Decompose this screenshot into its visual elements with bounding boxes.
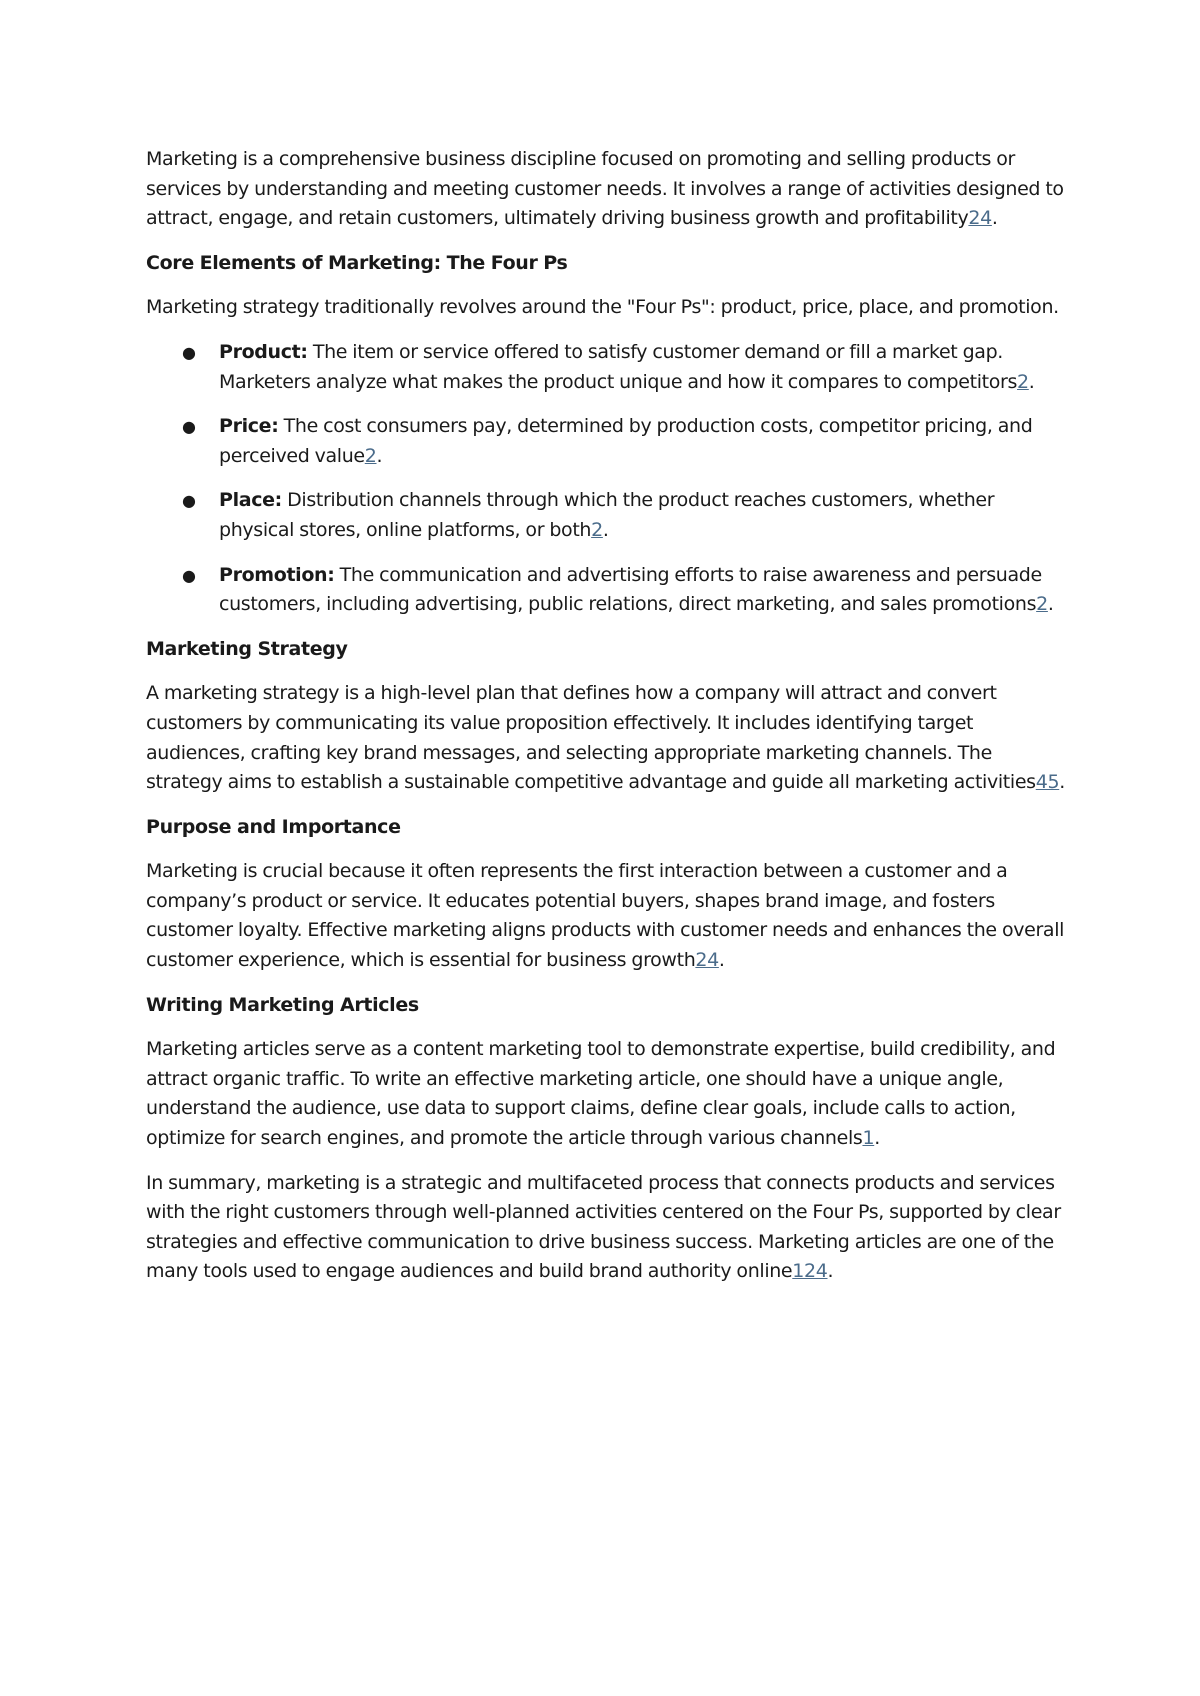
section-heading-writing-articles: Writing Marketing Articles: [146, 993, 419, 1016]
list-item-text: The communication and advertising efforts to raise awareness and persuade customers, including advertising, public relations, direct marketing, and sales promotions: [219, 563, 1042, 616]
list-item-term: Place:: [219, 489, 282, 512]
four-ps-list: [146, 338, 1066, 620]
list-item-promotion: ● Promotion: The communication and advertising efforts to raise awareness and persuade customers, including advertising, public relations, direct marketing, and sales promotions2.: [219, 561, 1066, 620]
section-heading-four-ps: Core Elements of Marketing: The Four Ps: [146, 251, 568, 274]
purpose-paragraph: Marketing is crucial because it often represents the first interaction between a customer and a company’s product or service. It educates potential buyers, shapes brand image, and fosters customer loyalty. Effective marketing aligns products with customer needs and enhances the overall customer experience, which is essential for business growth24.: [146, 860, 1065, 972]
summary-paragraph: In summary, marketing is a strategic and multifaceted process that connects products and services with the right customers through well-planned activities centered on the Four Ps, supported by clear strategies and effective communication to drive business success. Marketing articles are one of the many tools used to engage audiences and build brand authority online124.: [146, 1171, 1061, 1283]
summary-text: In summary, marketing is a strategic and multifaceted process that connects products and services with the right customers through well-planned activities centered on the Four Ps, supported by clear strategies and effective communication to drive business success. Marketing articles are one of the many tools used to engage audiences and build brand authority online: [146, 1171, 1061, 1283]
citation-link[interactable]: 2: [591, 518, 603, 541]
list-item-text: The item or service offered to satisfy customer demand or fill a market gap. Marketers analyze what makes the product unique and how it compares to competitors: [219, 340, 1018, 393]
list-item-term: Price:: [219, 415, 279, 438]
list-item-text: Distribution channels through which the product reaches customers, whether physical stores, online platforms, or both: [219, 489, 995, 541]
citation-link[interactable]: 24: [695, 949, 719, 972]
citation-link[interactable]: 2: [1017, 370, 1029, 393]
intro-paragraph: Marketing is a comprehensive business discipline focused on promoting and selling products or services by understanding and meeting customer needs. It involves a range of activities designed to attract, engage, and retain customers, ultimately driving business growth and profitability24.: [146, 148, 1064, 230]
purpose-text: Marketing is crucial because it often represents the first interaction between a customer and a company’s product or service. It educates potential buyers, shapes brand image, and fosters customer loyalty. Effective marketing aligns products with customer needs and enhances the overall customer experience, which is essential for business growth: [146, 860, 1065, 972]
document-page: [146, 145, 1066, 1302]
citation-link[interactable]: 45: [1035, 771, 1060, 794]
citation-link[interactable]: 2: [364, 444, 377, 467]
strategy-text: A marketing strategy is a high-level plan that defines how a company will attract and convert customers by communicating its value proposition effectively. It includes identifying target audiences, crafting key brand messages, and selecting appropriate marketing channels. The strategy aims to establish a sustainable competitive advantage and guide all marketing activities: [146, 682, 1036, 794]
four-ps-intro-paragraph: Marketing strategy traditionally revolves around the "Four Ps": product, price, place, and promotion.: [146, 296, 1059, 319]
list-item-text: The cost consumers pay, determined by production costs, competitor pricing, and perceived value: [219, 415, 1033, 467]
intro-text: Marketing is a comprehensive business discipline focused on promoting and selling products or services by understanding and meeting customer needs. It involves a range of activities designed to attract, engage, and retain customers, ultimately driving business growth and profitability: [146, 148, 1064, 230]
articles-paragraph: Marketing articles serve as a content marketing tool to demonstrate expertise, build credibility, and attract organic traffic. To write an effective marketing article, one should have a unique angle, understand the audience, use data to support claims, define clear goals, include calls to action, optimize for search engines, and promote the article through various channels1.: [146, 1038, 1056, 1150]
bullet-icon: ●: [182, 491, 196, 511]
citation-link[interactable]: 1: [862, 1127, 875, 1150]
bullet-icon: ●: [182, 565, 196, 585]
list-item-term: Product:: [219, 340, 308, 363]
bullet-icon: ●: [182, 417, 196, 437]
citation-link[interactable]: 124: [792, 1260, 828, 1283]
section-heading-purpose: Purpose and Importance: [146, 815, 401, 838]
list-item-price: ● Price: The cost consumers pay, determined by production costs, competitor pricing, and perceived value2.: [219, 412, 1066, 471]
citation-link[interactable]: 24: [968, 207, 992, 230]
articles-text: Marketing articles serve as a content marketing tool to demonstrate expertise, build credibility, and attract organic traffic. To write an effective marketing article, one should have a unique angle, understand the audience, use data to support claims, define clear goals, include calls to action, optimize for search engines, and promote the article through various channels: [146, 1038, 1056, 1150]
bullet-icon: ●: [182, 342, 196, 362]
list-item-product: ● Product: The item or service offered to satisfy customer demand or fill a market gap. Marketers analyze what makes the product unique and how it compares to competitors2.: [219, 338, 1066, 397]
list-item-place: ● Place: Distribution channels through which the product reaches customers, whether physical stores, online platforms, or both2.: [219, 486, 1066, 545]
list-item-term: Promotion:: [219, 563, 335, 586]
citation-link[interactable]: 2: [1036, 593, 1048, 616]
section-heading-marketing-strategy: Marketing Strategy: [146, 637, 348, 660]
strategy-paragraph: A marketing strategy is a high-level plan that defines how a company will attract and convert customers by communicating its value proposition effectively. It includes identifying target audiences, crafting key brand messages, and selecting appropriate marketing channels. The strategy aims to establish a sustainable competitive advantage and guide all marketing activities45.: [146, 682, 1065, 794]
